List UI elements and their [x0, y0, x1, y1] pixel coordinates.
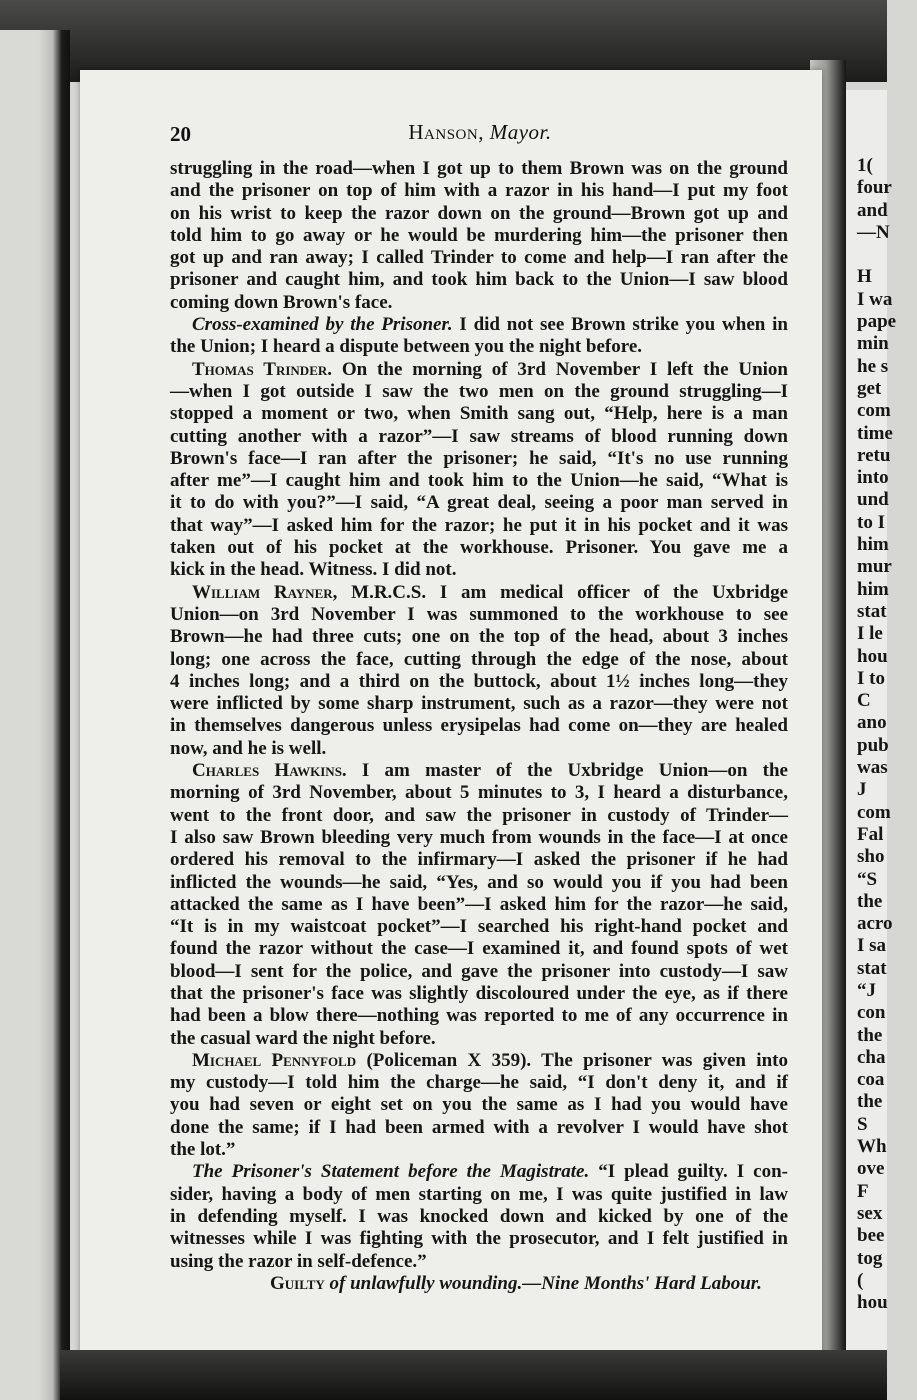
text-line: in defending myself. I was knocked down and kicked by one of the: [170, 1205, 788, 1227]
facing-page-fragment: cha: [857, 1046, 886, 1068]
line-text: I did not see Brown strike you when in: [452, 314, 788, 336]
text-line: went to the front door, and saw the prisoner in custody of Trinder—: [170, 804, 788, 826]
facing-page-fragment: I to: [857, 667, 885, 689]
facing-page-fragment: H: [857, 266, 872, 288]
facing-page-fragment: S: [857, 1113, 868, 1135]
facing-page-fragment: com: [857, 801, 891, 823]
line-text: “I plead guilty. I con-: [589, 1161, 788, 1183]
text-line: using the razor in self-defence.”: [170, 1250, 427, 1272]
text-line: attacked the same as I have been”—I asked him for the razor—he said,: [170, 893, 788, 915]
facing-page-fragment: to I: [857, 511, 885, 533]
facing-page-fragment: “J: [857, 979, 876, 1001]
facing-page-fragment: pub: [857, 734, 889, 756]
facing-page-fragment: (: [857, 1269, 864, 1291]
facing-page-fragment: I sa: [857, 935, 887, 957]
text-line: now, and he is well.: [170, 737, 327, 759]
text-line: told him to go away or he would be murdering him—the prisoner then: [170, 224, 788, 246]
facing-page-fragment: hou: [857, 1292, 888, 1314]
text-line: were inflicted by some sharp instrument, such as a razor—they were not: [170, 693, 788, 715]
text-line: done the same; if I had been armed with a revolver I would have shot: [170, 1116, 788, 1138]
running-head: [170, 120, 790, 145]
facing-page-fragment: tog: [857, 1247, 883, 1269]
facing-page-fragment: him: [857, 578, 889, 600]
text-line: Brown's face—I ran after the prisoner; he said, “It's no use running: [170, 447, 788, 469]
facing-page-fragment: min: [857, 333, 889, 355]
facing-page-fragment: sex: [857, 1202, 883, 1224]
facing-page-fragment: Wh: [857, 1136, 887, 1158]
text-line: after me”—I caught him and took him to the Union—he said, “What is: [170, 470, 788, 492]
facing-page-fragment: C: [857, 690, 871, 712]
body-text: [170, 158, 788, 1295]
text-line: [170, 359, 788, 381]
facing-page-fragment: Fal: [857, 823, 884, 845]
text-line: the lot.”: [170, 1139, 236, 1161]
text-line: long; one across the face, cutting through the edge of the nose, about: [170, 648, 788, 670]
speaker-name: Michael Pennyfold: [192, 1049, 357, 1071]
text-line: [170, 314, 788, 336]
facing-page-fragment: the: [857, 1091, 883, 1113]
text-line: sider, having a body of men starting on me, I was quite justified in law: [170, 1183, 788, 1205]
facing-page-fragment: the: [857, 1024, 883, 1046]
text-line: [170, 1161, 788, 1183]
section-lead: The Prisoner's Statement before the Magistrate.: [192, 1161, 590, 1183]
text-line: [170, 760, 788, 782]
facing-page-fragment: hou: [857, 645, 888, 667]
text-line: witnesses while I was fighting with the prosecutor, and I felt justified in: [170, 1228, 788, 1250]
facing-page-fragment: get: [857, 377, 882, 399]
page-header: [170, 118, 790, 148]
facing-page-fragment: retu: [857, 444, 891, 466]
line-text: I am master of the Uxbridge Union—on the: [346, 760, 788, 782]
facing-page-fragment: 1(: [857, 155, 873, 176]
facing-page-fragment: mur: [857, 556, 892, 578]
text-line: kick in the head. Witness. I did not.: [170, 559, 457, 581]
text-line: [170, 1050, 788, 1072]
verdict-text: of unlawfully wounding.—Nine Months' Hard Labour.: [324, 1272, 762, 1294]
running-head-title: Mayor.: [489, 120, 552, 144]
text-line: the casual ward the night before.: [170, 1027, 436, 1049]
text-line: “It is in my waistcoat pocket”—I searched his right-hand pocket and: [170, 916, 788, 938]
text-line: coming down Brown's face.: [170, 291, 393, 313]
facing-page-fragment: I wa: [857, 288, 893, 310]
text-line: that the prisoner's face was slightly discoloured under the eye, as if there: [170, 982, 788, 1004]
line-text: (Policeman X 359). The prisoner was given into: [356, 1049, 788, 1071]
line-text: M.R.C.S. I am medical officer of the Uxbridge: [337, 581, 788, 603]
facing-page-fragment: and: [857, 199, 888, 221]
verdict-line: [170, 1273, 788, 1295]
facing-page-text: [857, 155, 917, 1314]
facing-page-fragment: con: [857, 1002, 886, 1024]
text-line: that way”—I asked him for the razor; he put it in his pocket and it was: [170, 514, 788, 536]
text-line: inflicted the wounds—he said, “Yes, and so would you if you had been: [170, 871, 788, 893]
page-number: 20: [170, 122, 191, 146]
speaker-name: William Rayner,: [192, 581, 338, 603]
scan-bottom-border: [60, 1350, 887, 1400]
facing-page-fragment: time: [857, 422, 893, 444]
text-line: got up and ran away; I called Trinder to come and help—I ran after the: [170, 247, 788, 269]
line-text: On the morning of 3rd November I left the Union: [332, 358, 788, 380]
facing-page-fragment: J: [857, 779, 867, 801]
text-line: my custody—I told him the charge—he said, “I don't deny it, and if: [170, 1072, 788, 1094]
facing-page-fragment: “S: [857, 868, 878, 890]
text-line: it to do with you?”—I said, “A great deal, seeing a poor man served in: [170, 492, 788, 514]
facing-page-fragment: four: [857, 177, 892, 199]
text-line: in themselves dangerous unless erysipelas had come on—they are healed: [170, 715, 788, 737]
speaker-name: Charles Hawkins.: [192, 760, 347, 782]
text-line: ordered his removal to the infirmary—I asked the prisoner if he had: [170, 849, 788, 871]
text-line: prisoner and caught him, and took him back to the Union—I saw blood: [170, 269, 788, 291]
facing-page-fragment: stat: [857, 957, 887, 979]
facing-page-fragment: [857, 244, 917, 266]
text-line: taken out of his pocket at the workhouse. Prisoner. You gave me a: [170, 537, 788, 559]
facing-page-fragment: coa: [857, 1069, 885, 1091]
facing-page-fragment: F: [857, 1180, 869, 1202]
text-line: struggling in the road—when I got up to them Brown was on the ground: [170, 158, 788, 179]
text-line: I also saw Brown bleeding very much from wounds in the face—I at once: [170, 826, 788, 848]
facing-page-fragment: bee: [857, 1225, 885, 1247]
text-line: morning of 3rd November, about 5 minutes to 3, I heard a disturbance,: [170, 782, 788, 804]
facing-page-fragment: him: [857, 534, 889, 556]
facing-page-fragment: stat: [857, 600, 887, 622]
text-line: Brown—he had three cuts; one on the top of the head, about 3 inches: [170, 626, 788, 648]
facing-page-fragment: ove: [857, 1158, 885, 1180]
running-head-name: Hanson,: [408, 120, 484, 144]
text-line: Union—on 3rd November I was summoned to the workhouse to see: [170, 603, 788, 625]
facing-page-fragment: acro: [857, 913, 893, 935]
facing-page-fragment: und: [857, 489, 889, 511]
facing-page-fragment: I le: [857, 623, 883, 645]
facing-page-fragment: ano: [857, 712, 887, 734]
text-line: cutting another with a razor”—I saw streams of blood running down: [170, 425, 788, 447]
facing-page-fragment: was: [857, 757, 888, 779]
text-line: the Union; I heard a dispute between you the night before.: [170, 336, 643, 358]
verdict-word: Guilty: [270, 1272, 325, 1294]
facing-page-fragment: com: [857, 400, 891, 422]
text-line: found the razor without the case—I examined it, and found spots of wet: [170, 938, 788, 960]
facing-page-fragment: the: [857, 890, 883, 912]
facing-page-fragment: he s: [857, 355, 889, 377]
text-line: stopped a moment or two, when Smith sang out, “Help, here is a man: [170, 403, 788, 425]
text-line: and the prisoner on top of him with a razor in his hand—I put my foot: [170, 180, 788, 202]
text-line: on his wrist to keep the razor down on the ground—Brown got up and: [170, 202, 788, 224]
text-line: 4 inches long; and a third on the buttock, about 1½ inches long—they: [170, 670, 788, 692]
scan-left-border: [0, 30, 70, 1400]
text-line: [170, 582, 788, 604]
speaker-name: Thomas Trinder.: [192, 358, 332, 380]
text-line: —when I got outside I saw the two men on the ground struggling—I: [170, 380, 788, 402]
facing-page-fragment: —N: [857, 221, 890, 243]
text-line: blood—I sent for the police, and gave the prisoner into custody—I saw: [170, 960, 788, 982]
text-line: you had seven or eight set on you the same as I had you would have: [170, 1094, 788, 1116]
facing-page-fragment: into: [857, 467, 889, 489]
text-line: had been a blow there—nothing was reported to me of any occurrence in: [170, 1005, 788, 1027]
section-lead: Cross-examined by the Prisoner.: [192, 314, 453, 336]
facing-page-fragment: pape: [857, 311, 897, 333]
facing-page-fragment: sho: [857, 846, 885, 868]
